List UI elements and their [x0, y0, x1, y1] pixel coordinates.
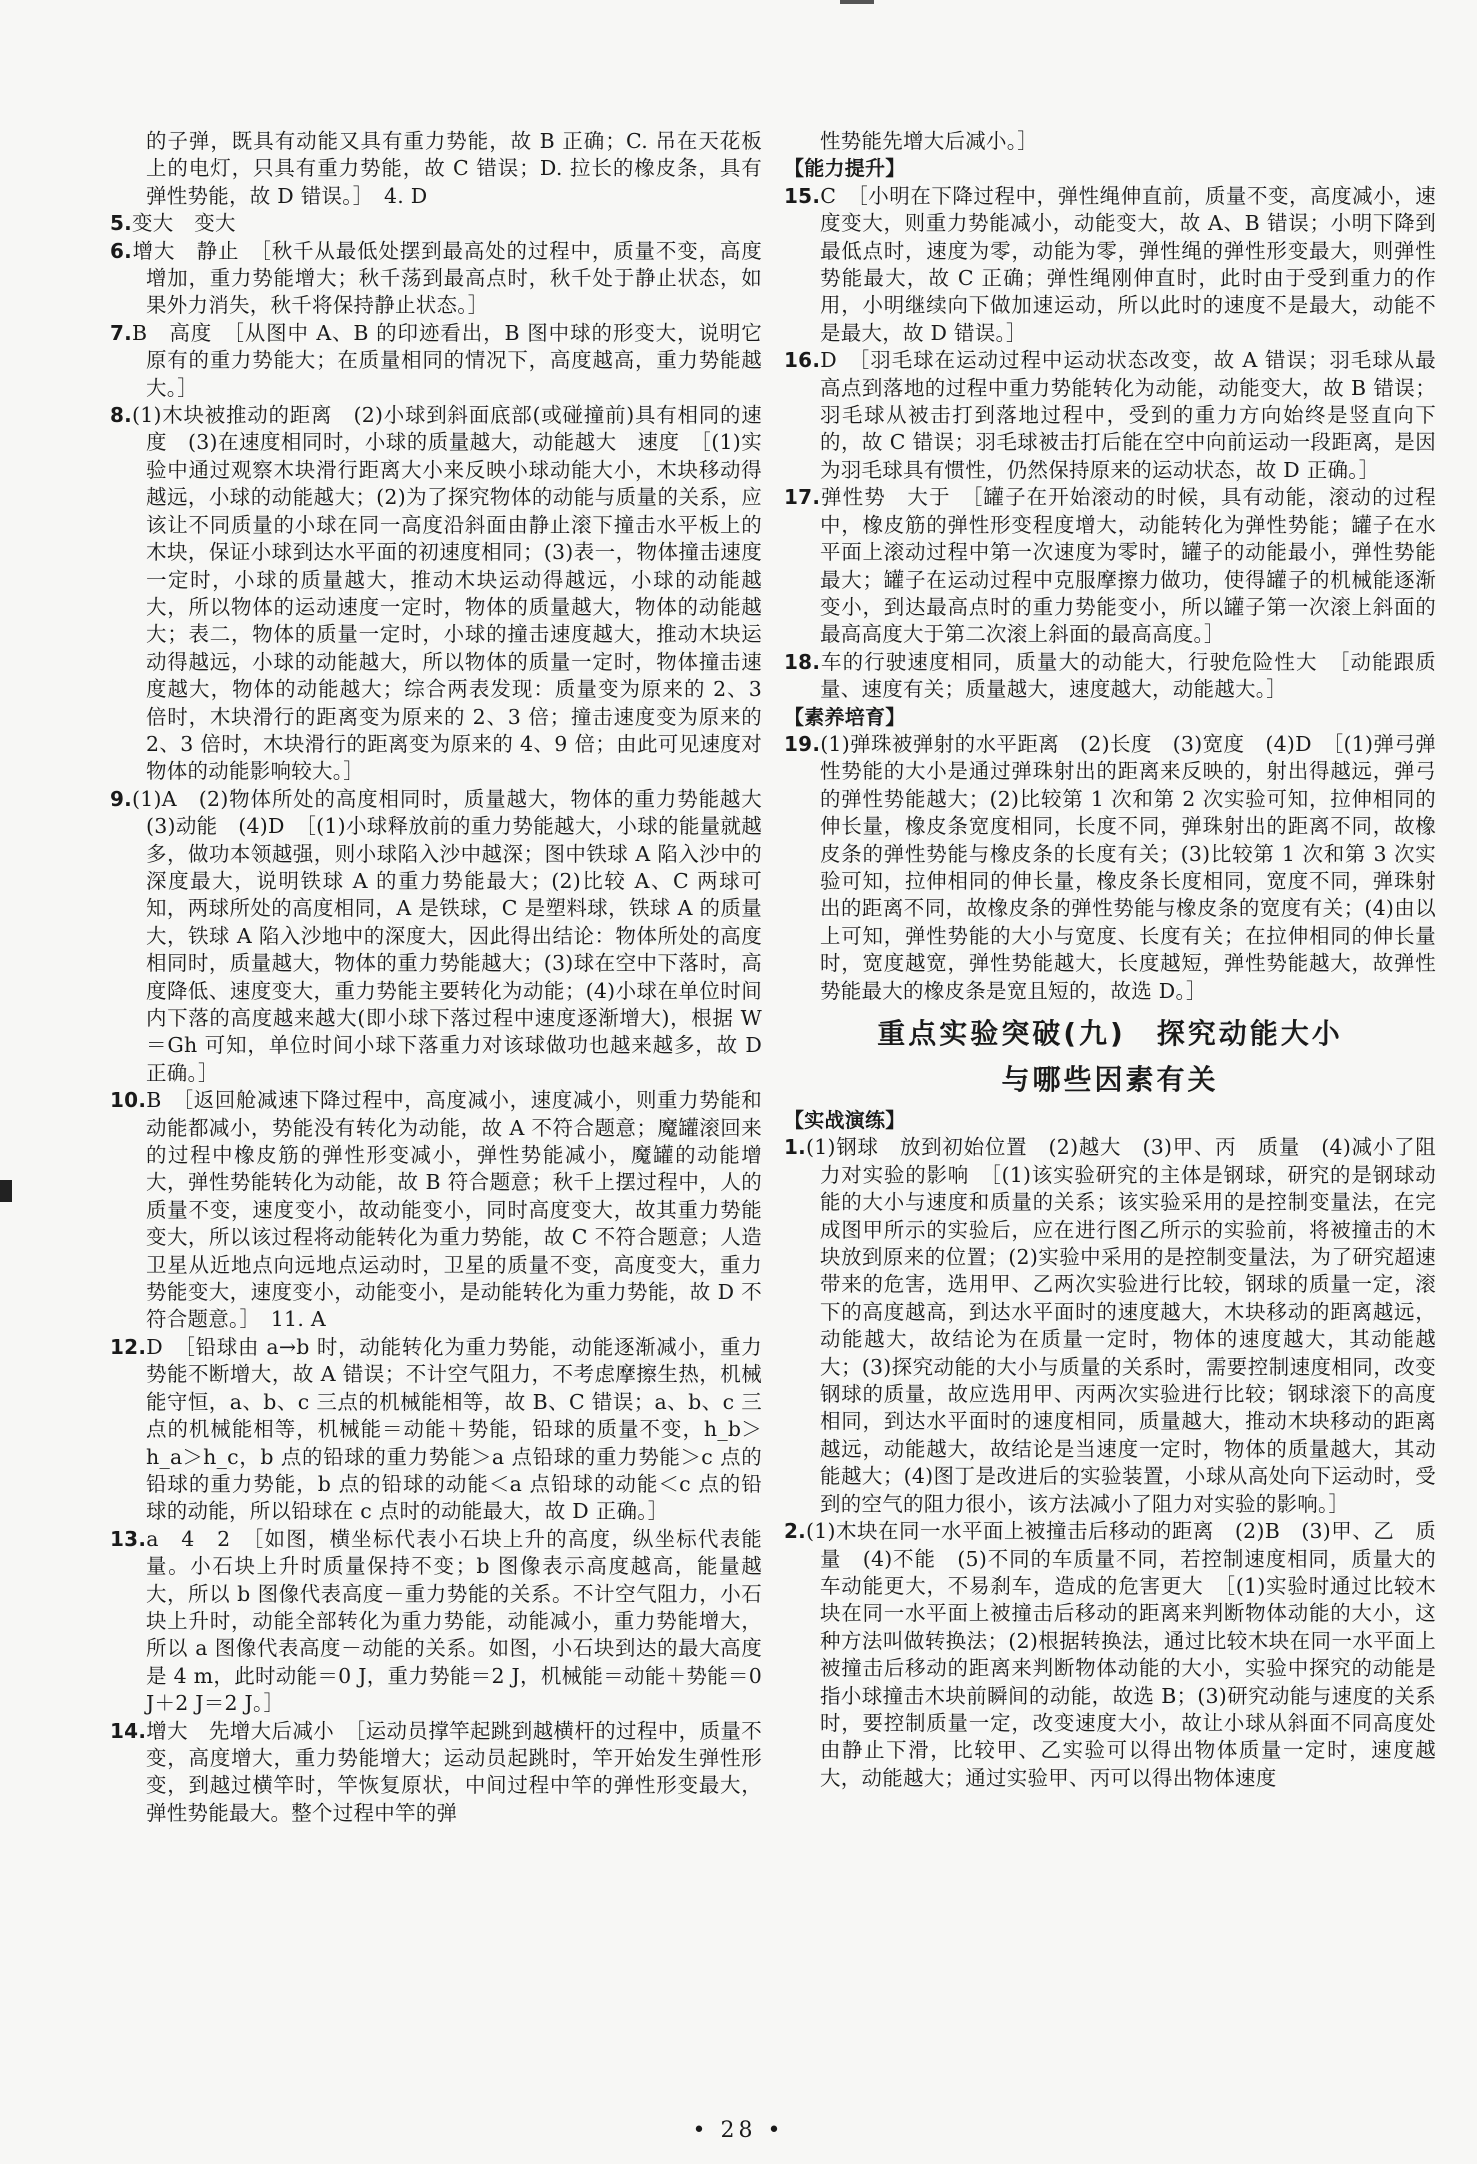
question-number: 17.: [784, 485, 821, 510]
explanation-text: ［小明在下降过程中，弹性绳伸直前，质量不变，高度减小，速度变大，则重力势能减小，动能变大，故 A、B 错误；小明下降到最低点时，速度为零，动能为零，弹性绳的弹性形变最大，则弹性势能最大，故 C 正确；弹性绳刚伸直时，此时由于受到重力的作用，小明继续向下做加速运动，所以此时的速度不是最大，动能不是最大，故 D 错误。］: [820, 183, 1436, 345]
answer-item: [110, 1334, 762, 1526]
explanation-text: ［如图，横坐标代表小石块上升的高度，纵坐标代表能量。小石块上升时质量保持不变；b 图像表示高度越高，能量越大，所以 b 图像代表高度－重力势能的关系。不计空气阻力，小石块上升时，动能全部转化为重力势能，动能减小，重力势能增大，所以 a 图像代表高度－动能的关系。如图，小石块到达的最大高度是 4 m，此时动能＝0 J，重力势能＝2 J，机械能＝动能＋势能＝0 J＋2 J＝2 J。］: [146, 1526, 763, 1716]
question-number: 9.: [110, 786, 133, 811]
answer-item: [110, 1718, 762, 1828]
question-number: 2.: [784, 1519, 807, 1544]
answer-text: 变大 变大: [132, 211, 236, 236]
question-number: 8.: [110, 403, 133, 428]
section-heading: 【素养培育】: [784, 704, 906, 729]
explanation-text: ［(1)实验时通过比较木块在同一水平面上被撞击后移动的距离来判断物体动能的大小，这种方法叫做转换法；(2)根据转换法，通过比较木块在同一水平面上被撞击后移动的距离来判断物体动能的大小，实验中探究的动能是指小球撞击木块前瞬间的动能，故选 B；(3)研究动能与速度的关系时，要控制质量一定，改变速度大小，故让小球从斜面不同高度处由静止下滑，比较甲、乙实验可以得出物体质量一定时，速度越大，动能越大；通过实验甲、丙可以得出物体速度: [820, 1573, 1437, 1790]
answer-item: [110, 402, 762, 786]
answer-text: a 4 2: [146, 1526, 231, 1551]
banner-title-line2: 与哪些因素有关: [1001, 1063, 1219, 1096]
question-number: 5.: [110, 211, 133, 236]
answer-text: (1)木块被推动的距离 (2)小球到斜面底部(或碰撞前)具有相同的速度 (3)在速度相同时，小球的质量越大，动能越大 速度: [132, 403, 762, 455]
question-number: 14.: [110, 1718, 147, 1743]
answer-item: [784, 731, 1436, 1005]
answer-item: [110, 786, 783, 1087]
continued-text: 性势能先增大后减小。］: [820, 129, 1038, 153]
question-number: 15.: [784, 183, 821, 208]
answer-text: 增大 先增大后减小: [146, 1718, 335, 1743]
answer-text: 车的行驶速度相同，质量大的动能大，行驶危险性大: [820, 649, 1318, 674]
explanation-text: ［动能跟质量、速度有关；质量越大，速度越大，动能越大。］: [820, 649, 1437, 702]
answer-text: (1)弹珠被弹射的水平距离 (2)长度 (3)宽度 (4)D: [820, 731, 1312, 756]
right-column: [784, 128, 1436, 1792]
answer-item: [110, 1087, 762, 1334]
question-number: 13.: [110, 1526, 147, 1551]
answer-text: D: [146, 1334, 163, 1359]
continued-text: 的子弹，既具有动能又具有重力势能，故 B 正确；C. 吊在天花板上的电灯，只具有重力势能，故 C 错误；D. 拉长的橡皮条，具有弹性势能，故 D 错误。］ 4. D: [146, 129, 762, 208]
top-edge-mark: [840, 0, 874, 4]
question-number: 10.: [110, 1088, 147, 1113]
answer-item: [110, 320, 762, 402]
answer-item: [110, 210, 762, 237]
answer-text: D: [820, 348, 837, 373]
explanation-text: ［(1)该实验研究的主体是钢球，研究的是钢球动能的大小与速度和质量的关系；该实验采用的是控制变量法，在完成图甲所示的实验后，应在进行图乙所示的实验前，将被撞击的木块放到原来的位置；(2)实验中采用的是控制变量法，为了研究超速带来的危害，选用甲、乙两次实验进行比较，钢球的质量一定，滚下的高度越高，到达水平面时的速度越大，木块移动的距离越远，动能越大，故结论为在质量一定时，物体的速度越大，其动能越大；(3)探究动能的大小与质量的关系时，需要控制速度相同，改变钢球的质量，故应选用甲、丙两次实验进行比较；钢球滚下的高度相同，到达水平面时的速度相同，质量越大，推动木块移动的距离越远，动能越大，故结论是当速度一定时，物体的质量越大，其动能越大；(4)图丁是改进后的实验装置，小球从高处向下运动时，受到的空气的阻力很小，该方法减小了阻力对实验的影响。］: [820, 1162, 1437, 1516]
explanation-text: ［(1)弹弓弹性势能的大小是通过弹珠射出的距离来反映的，射出得越远，弹弓的弹性势能越大；(2)比较第 1 次和第 2 次实验可知，拉伸相同的伸长量，橡皮条宽度相同，长度不同，弹珠射出的距离不同，故橡皮条的弹性势能与橡皮条的长度有关；(3)比较第 1 次和第 3 次实验可知，拉伸相同的伸长量，橡皮条长度相同，宽度不同，弹珠射出的距离不同，故橡皮条的弹性势能与橡皮条的宽度有关；(4)由以上可知，弹性势能的大小与宽度、长度有关；在拉伸相同的伸长量时，宽度越宽，弹性势能越大，长度越短，弹性势能越大，故弹性势能最大的橡皮条是宽且短的，故选 D。］: [820, 731, 1437, 1003]
answer-item: [784, 1518, 1436, 1792]
question-number: 12.: [110, 1334, 147, 1359]
left-edge-mark: [0, 1180, 12, 1202]
section-heading: 【实战演练】: [784, 1108, 906, 1132]
answer-text: 弹性势 大于: [820, 485, 951, 510]
section-heading: 【能力提升】: [784, 156, 906, 181]
explanation-text: ［返回舱减速下降过程中，高度减小，速度减小，则重力势能和动能都减小，势能没有转化为动能，故 A 不符合题意；魔罐滚回来的过程中橡皮筋的弹性形变减小，弹性势能减小，魔罐的动能增大，弹性势能转化为动能，故 B 符合题意；秋千上摆过程中，人的质量不变，速度变小，故动能变小，同时高度变大，故其重力势能变大，所以该过程将动能转化为重力势能，故 C 不符合题意；人造卫星从近地点向远地点运动时，卫星的质量不变，高度变大，重力势能变大，速度变小，动能变小，是动能转化为重力势能，故 D 不符合题意。］ 11. A: [146, 1088, 763, 1332]
explanation-text: ［铅球由 a→b 时，动能转化为重力势能，动能逐渐减小，重力势能不断增大，故 A 错误；不计空气阻力，不考虑摩擦生热，机械能守恒，a、b、c 三点的机械能相等，故 B、C 错误；a、b、c 三点的机械能相等，机械能＝动能＋势能，铅球的质量不变，h_b＞h_a＞h_c，b 点的铅球的重力势能＞a 点铅球的重力势能＞c 点的铅球的重力势能，b 点的铅球的动能＜a 点铅球的动能＜c 点的铅球的动能，所以铅球在 c 点时的动能最大，故 D 正确。］: [146, 1334, 762, 1524]
answer-item: [784, 484, 1436, 648]
question-number: 18.: [784, 649, 821, 674]
explanation-text: ［(1)实验中通过观察木块滑行距离大小来反映小球动能大小，木块移动得越远，小球的动能越大；(2)为了探究物体的动能与质量的关系，应该让不同质量的小球在同一高度沿斜面由静止滚下撞击水平板上的木块，保证小球到达水平面的初速度相同；(3)表一，物体撞击速度一定时，小球的质量越大，推动木块运动得越远，小球的动能越大，所以物体的运动速度一定时，物体的质量越大，物体的动能越大；表二，物体的质量一定时，小球的撞击速度越大，推动木块运动得越远，小球的动能越大，所以物体的质量一定时，物体撞击速度越大，物体的动能越大；综合两表发现：质量变为原来的 2、3 倍时，木块滑行的距离变为原来的 2、3 倍；撞击速度变为原来的 2、3 倍时，木块滑行的距离变为原来的 4、9 倍；由此可见速度对物体的动能影响较大。］: [146, 430, 762, 784]
answer-text: (1)钢球 放到初始位置 (2)越大 (3)甲、丙 质量 (4)减小了阻力对实验的影响: [806, 1135, 1436, 1187]
explanation-text: ［从图中 A、B 的印迹看出，B 图中球的形变大，说明它原有的重力势能大；在质量相同的情况下，高度越高，重力势能越大。］: [146, 320, 762, 400]
explanation-text: ［羽毛球在运动过程中运动状态改变，故 A 错误；羽毛球从最高点到落地的过程中重力势能转化为动能，动能变大，故 B 错误；羽毛球从被击打到落地过程中，受到的重力方向始终是竖直向下的，故 C 错误；羽毛球被击打后能在空中向前运动一段距离，是因为羽毛球具有惯性，仍然保持原来的运动状态，故 D 正确。］: [820, 348, 1436, 482]
answer-text: B 高度: [132, 320, 213, 345]
answer-text: 增大 静止: [132, 238, 240, 263]
section-banner: [784, 1011, 1436, 1103]
explanation-text: ［秋千从最低处摆到最高处的过程中，质量不变，高度增加，重力势能增大；秋千荡到最高点时，秋千处于静止状态，如果外力消失，秋千将保持静止状态。］: [146, 238, 763, 318]
explanation-text: ［运动员撑竿起跳到越横杆的过程中，质量不变，高度增大，重力势能增大；运动员起跳时，竿开始发生弹性形变，到越过横竿时，竿恢复原状，中间过程中竿的弹性形变最大，弹性势能最大。整个过程中竿的弹: [146, 1718, 763, 1825]
page-number: • 28 •: [692, 2118, 785, 2143]
question-number: 16.: [784, 348, 821, 373]
answer-item: [110, 238, 762, 320]
answer-item: [784, 347, 1436, 484]
question-number: 1.: [784, 1135, 807, 1160]
banner-title-line1: 重点实验突破(九) 探究动能大小: [877, 1017, 1343, 1050]
question-number: 19.: [784, 731, 821, 756]
left-column: [110, 128, 783, 1827]
question-number: 6.: [110, 238, 133, 263]
explanation-text: ［罐子在开始滚动的时候，具有动能，滚动的过程中，橡皮筋的弹性形变程度增大，动能转化为弹性势能；罐子在水平面上滚动过程中第一次速度为零时，罐子的动能最小，弹性势能最大；罐子在运动过程中克服摩擦力做功，使得罐子的机械能逐渐变小，到达最高点时的重力势能变小，所以罐子第一次滚上斜面的最高高度大于第二次滚上斜面的最高高度。］: [820, 485, 1437, 647]
explanation-text: ［(1)小球释放前的重力势能越大，小球的能量就越多，做功本领越强，则小球陷入沙中越深；图中铁球 A 陷入沙中的深度最大，说明铁球 A 的重力势能最大；(2)比较 A、C 两球可知，两球所处的高度相同，A 是铁球，C 是塑料球，铁球 A 的质量大，铁球 A 陷入沙地中的深度大，因此得出结论：物体所处的高度相同时，质量越大，物体的重力势能越大；(3)球在空中下落时，高度降低、速度变大，重力势能主要转化为动能；(4)小球在单位时间内下落的高度越来越大(即小球下落过程中速度逐渐增大)，根据 W＝Gh 可知，单位时间小球下落重力对该球做功也越来越多，故 D 正确。］: [146, 814, 762, 1085]
answer-item: [110, 1526, 762, 1718]
answer-item: [784, 649, 1436, 704]
answer-text: B: [146, 1088, 162, 1113]
answer-text: (1)A (2)物体所处的高度相同时，质量越大，物体的重力势能越大 (3)动能 (4)D: [132, 786, 783, 839]
answer-text: C: [820, 183, 837, 208]
answer-item: [784, 1134, 1436, 1518]
question-number: 7.: [110, 320, 133, 345]
answer-text: (1)木块在同一水平面上被撞击后移动的距离 (2)B (3)甲、乙 质量 (4)不能 (5)不同的车质量不同，若控制速度相同，质量大的车动能更大，不易刹车，造成的危害更大: [806, 1519, 1436, 1598]
answer-item: [784, 183, 1436, 347]
